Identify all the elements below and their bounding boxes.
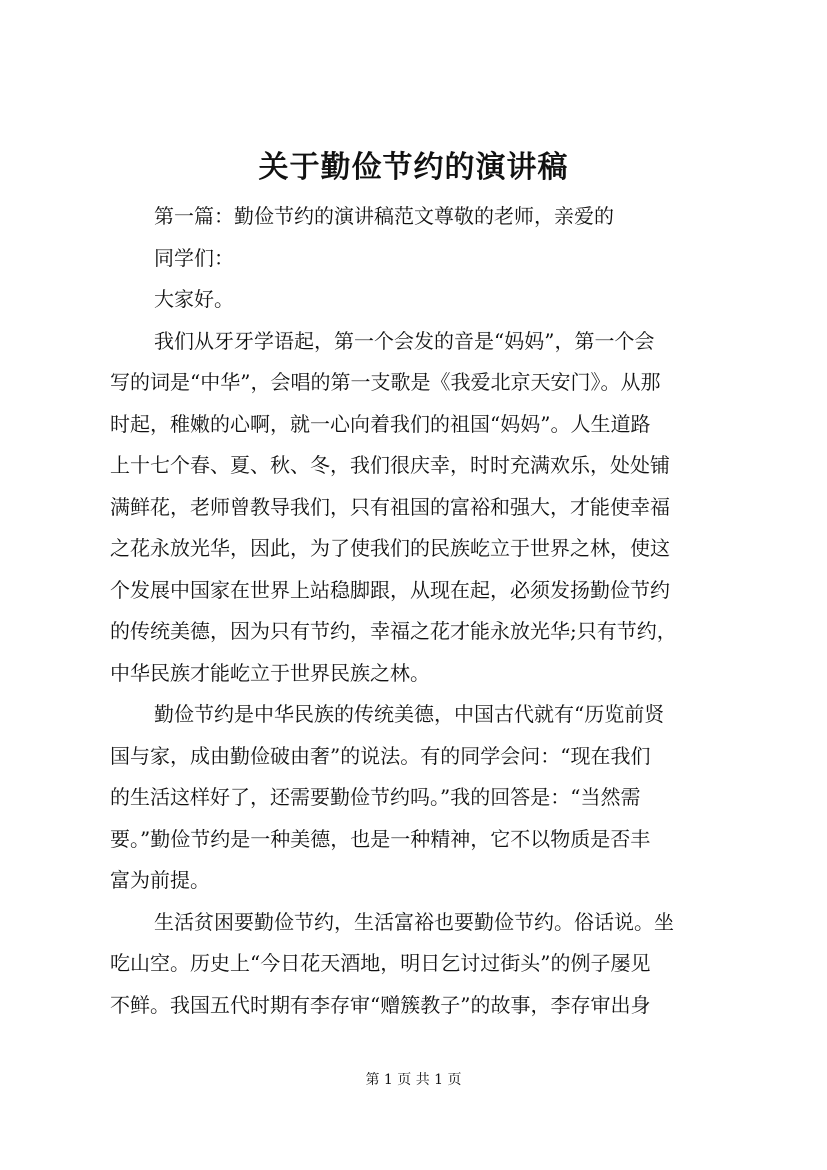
- text-line: 不鲜。我国五代时期有李存审“赠簇教子”的故事，李存审出身: [110, 992, 651, 1017]
- text-line: 中华民族才能屹立于世界民族之林。: [110, 660, 430, 685]
- text-line: 时起，稚嫩的心啊，就一心向着我们的祖国“妈妈”。人生道路: [110, 411, 651, 436]
- document-title: 关于勤俭节约的演讲稿: [258, 150, 569, 185]
- document-body: [110, 196, 730, 1026]
- text-line: 第一篇：勤俭节约的演讲稿范文尊敬的老师，亲爱的: [154, 204, 614, 228]
- text-line: 之花永放光华，因此，为了使我们的民族屹立于世界之林，使这: [110, 536, 670, 560]
- text-line: 的传统美德，因为只有节约，幸福之花才能永放光华;只有节约，: [110, 619, 677, 643]
- text-line: 富为前提。: [110, 868, 210, 892]
- text-line: 吃山空。历史上“今日花天酒地，明日乞讨过街头”的例子屡见: [110, 951, 651, 975]
- text-line: 我们从牙牙学语起，第一个会发的音是“妈妈”，第一个会: [154, 328, 655, 353]
- text-line: 生活贫困要勤俭节约，生活富裕也要勤俭节约。俗话说。坐: [154, 909, 674, 934]
- text-line: 大家好。: [154, 287, 234, 311]
- text-line: 的生活这样好了，还需要勤俭节约吗。”我的回答是：“当然需: [110, 785, 641, 809]
- page-number-footer: 第 1 页 共 1 页: [365, 1072, 462, 1088]
- text-line: 写的词是“中华”，会唱的第一支歌是《我爱北京天安门》。从那: [110, 370, 661, 394]
- text-line: 国与家，成由勤俭破由奢”的说法。有的同学会问：“现在我们: [110, 743, 651, 768]
- text-line: 满鲜花，老师曾教导我们，只有祖国的富裕和强大，才能使幸福: [110, 494, 670, 519]
- text-line: 个发展中国家在世界上站稳脚跟，从现在起，必须发扬勤俭节约: [110, 577, 670, 602]
- text-line: 勤俭节约是中华民族的传统美德，中国古代就有“历览前贤: [154, 702, 665, 726]
- text-line: 同学们：: [154, 245, 234, 270]
- text-line: 要。”勤俭节约是一种美德，也是一种精神，它不以物质是否丰: [110, 826, 651, 851]
- text-line: 上十七个春、夏、秋、冬，我们很庆幸，时时充满欢乐，处处铺: [110, 453, 670, 477]
